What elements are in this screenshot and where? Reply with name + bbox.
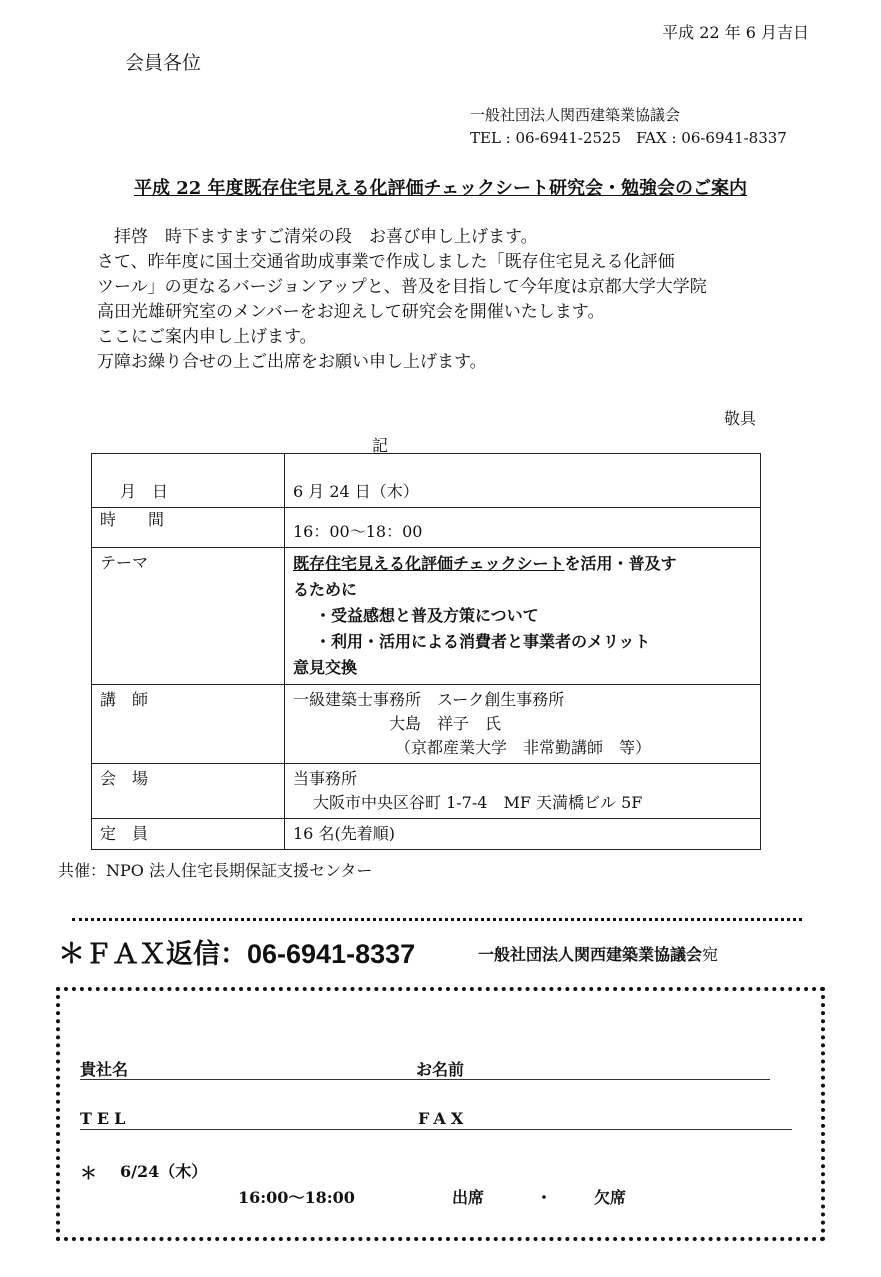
cohost-note: 共催：NPO 法人住宅長期保証支援センター (58, 861, 373, 880)
event-time: 16:00～18:00 (238, 1188, 355, 1207)
body-line: 高田光雄研究室のメンバーをお迎えして研究会を開催いたします。 (97, 302, 605, 322)
date-row (92, 454, 761, 508)
time-label: 時 間 (92, 508, 285, 548)
fax-destination (478, 942, 718, 965)
event-date: 6/24（木） (120, 1162, 208, 1181)
cut-line (72, 918, 802, 921)
body-line: 万障お繰り合せの上ご出席をお願い申し上げます。 (97, 352, 487, 372)
capacity-value: 16 名(先着順) (285, 819, 761, 850)
sender-block (470, 104, 787, 150)
event-details-table (91, 453, 761, 850)
fax-heading-text: ＊ＦＡＸ返信： (58, 939, 247, 970)
lecturer-value (285, 685, 761, 764)
venue-address: 大阪市中央区谷町 1-7-4 MF 天満橋ビル 5F (313, 793, 643, 812)
absent-option[interactable]: 欠席 (594, 1188, 627, 1207)
capacity-row (92, 819, 761, 850)
theme-line-2: るために (293, 580, 358, 599)
fax-destination-suffix: 宛 (702, 945, 719, 964)
theme-line-1 (293, 551, 752, 577)
ki-heading: 記 (372, 436, 389, 455)
sender-organization: 一般社団法人関西建築業協議会 (470, 106, 681, 124)
date-label (92, 454, 285, 508)
addressee: 会員各位 (125, 52, 202, 74)
theme-rest-text: を活用・普及す (564, 554, 677, 573)
fax-label: FAX (418, 1109, 469, 1128)
fax-number: 06-6941-8337 (247, 939, 416, 969)
date-value: 6 月 24 日（木） (285, 454, 761, 508)
time-value: 16：00～18：00 (285, 508, 761, 548)
name-label: お名前 (416, 1060, 465, 1079)
body-line: ツール」の更なるバージョンアップと、普及を目指して今年度は京都大学大学院 (97, 277, 707, 297)
body-line: さて、昨年度に国土交通省助成事業で作成しました「既存住宅見える化評価 (97, 252, 675, 272)
venue-row (92, 764, 761, 819)
company-label: 貴社名 (80, 1060, 129, 1079)
sender-contact: TEL : 06-6941-2525 FAX : 06-6941-8337 (470, 129, 787, 147)
reply-form (56, 987, 825, 1241)
theme-value (285, 548, 761, 685)
venue-name: 当事務所 (293, 769, 358, 788)
closing-word: 敬具 (723, 409, 756, 428)
fax-destination-org: 一般社団法人関西建築業協議会 (478, 945, 703, 964)
issue-date: 平成 22 年 6 月吉日 (662, 23, 809, 42)
attend-option[interactable]: 出席 (452, 1188, 485, 1207)
tel-label: TEL (80, 1109, 131, 1128)
tel-fax-line[interactable] (80, 1129, 792, 1130)
option-separator: ・ (536, 1188, 553, 1207)
theme-bullet-2: ・利用・活用による消費者と事業者のメリット (315, 632, 651, 651)
letter-body (97, 225, 707, 375)
event-star: ＊ (80, 1164, 97, 1184)
body-line: ここにご案内申し上げます。 (97, 327, 317, 347)
time-row (92, 508, 761, 548)
body-line: 拝啓 時下ますますご清栄の段 お喜び申し上げます。 (97, 227, 538, 247)
venue-label: 会 場 (92, 764, 285, 819)
lecturer-office: 一級建築士事務所 スーク創生事務所 (293, 690, 565, 709)
theme-link-text: 既存住宅見える化評価チェックシート (293, 554, 565, 573)
theme-row (92, 548, 761, 685)
venue-value (285, 764, 761, 819)
capacity-label: 定 員 (92, 819, 285, 850)
lecturer-row (92, 685, 761, 764)
fax-heading (58, 932, 415, 971)
date-label-text: 月 日 (120, 482, 169, 501)
lecturer-name: 大島 祥子 氏 (389, 714, 502, 733)
lecturer-label: 講 師 (92, 685, 285, 764)
theme-bullet-1: ・受益感想と普及方策について (315, 606, 539, 625)
document-title: 平成 22 年度既存住宅見える化評価チェックシート研究会・勉強会のご案内 (133, 178, 748, 199)
theme-label: テーマ (92, 548, 285, 685)
lecturer-title: （京都産業大学 非常勤講師 等） (395, 738, 652, 757)
theme-line-5: 意見交換 (293, 658, 358, 677)
